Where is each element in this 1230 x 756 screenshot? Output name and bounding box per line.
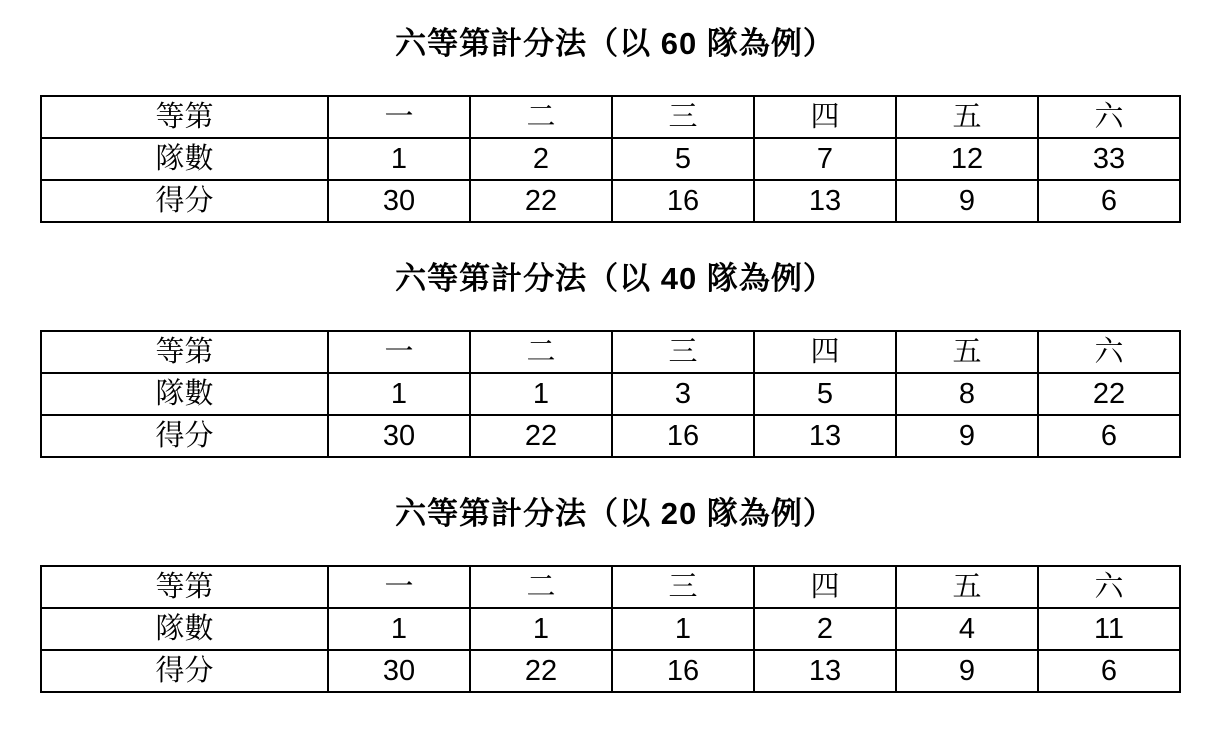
grade-header-cell: 四 (754, 96, 896, 138)
table-row (41, 650, 1180, 692)
table-row (41, 180, 1180, 222)
data-cell: 5 (612, 138, 754, 180)
data-cell: 16 (612, 415, 754, 457)
table-row (41, 331, 1180, 373)
row-label: 隊數 (41, 373, 328, 415)
table-row (41, 96, 1180, 138)
data-cell: 4 (896, 608, 1038, 650)
table-row (41, 415, 1180, 457)
data-cell: 11 (1038, 608, 1180, 650)
data-cell: 6 (1038, 180, 1180, 222)
grade-header-cell: 五 (896, 96, 1038, 138)
data-cell: 12 (896, 138, 1038, 180)
data-cell: 3 (612, 373, 754, 415)
table-title-60-teams: 六等第計分法（以 60 隊為例） (395, 26, 835, 61)
data-cell: 2 (470, 138, 612, 180)
data-cell: 6 (1038, 650, 1180, 692)
table-title-20-teams: 六等第計分法（以 20 隊為例） (395, 496, 835, 531)
data-cell: 16 (612, 650, 754, 692)
data-cell: 1 (328, 608, 470, 650)
data-cell: 1 (612, 608, 754, 650)
data-cell: 9 (896, 180, 1038, 222)
data-cell: 22 (470, 415, 612, 457)
grade-row-label: 等第 (41, 331, 328, 373)
grade-header-cell: 一 (328, 566, 470, 608)
data-cell: 1 (328, 138, 470, 180)
score-table-section-20-teams (0, 498, 1230, 693)
row-label: 隊數 (41, 608, 328, 650)
grade-header-cell: 六 (1038, 566, 1180, 608)
data-cell: 9 (896, 415, 1038, 457)
grade-header-cell: 六 (1038, 331, 1180, 373)
score-table-60-teams (40, 95, 1181, 223)
grade-header-cell: 三 (612, 96, 754, 138)
data-cell: 30 (328, 650, 470, 692)
grade-header-cell: 二 (470, 96, 612, 138)
grade-row-label: 等第 (41, 96, 328, 138)
score-table-section-60-teams (0, 28, 1230, 223)
data-cell: 13 (754, 650, 896, 692)
grade-header-cell: 五 (896, 566, 1038, 608)
data-cell: 8 (896, 373, 1038, 415)
data-cell: 2 (754, 608, 896, 650)
table-row (41, 608, 1180, 650)
grade-header-cell: 六 (1038, 96, 1180, 138)
data-cell: 1 (328, 373, 470, 415)
data-cell: 5 (754, 373, 896, 415)
data-cell: 1 (470, 373, 612, 415)
grade-header-cell: 四 (754, 566, 896, 608)
grade-header-cell: 二 (470, 566, 612, 608)
grade-row-label: 等第 (41, 566, 328, 608)
score-table-section-40-teams (0, 263, 1230, 458)
data-cell: 22 (470, 180, 612, 222)
data-cell: 13 (754, 415, 896, 457)
row-label: 得分 (41, 650, 328, 692)
data-cell: 33 (1038, 138, 1180, 180)
table-title-40-teams: 六等第計分法（以 40 隊為例） (395, 261, 835, 296)
table-row (41, 566, 1180, 608)
data-cell: 9 (896, 650, 1038, 692)
grade-header-cell: 一 (328, 331, 470, 373)
score-table-40-teams (40, 330, 1181, 458)
grade-header-cell: 三 (612, 331, 754, 373)
table-row (41, 138, 1180, 180)
row-label: 得分 (41, 180, 328, 222)
grade-header-cell: 三 (612, 566, 754, 608)
table-row (41, 373, 1180, 415)
data-cell: 7 (754, 138, 896, 180)
row-label: 得分 (41, 415, 328, 457)
document-body (0, 28, 1230, 756)
data-cell: 6 (1038, 415, 1180, 457)
score-table-20-teams (40, 565, 1181, 693)
data-cell: 30 (328, 180, 470, 222)
grade-header-cell: 一 (328, 96, 470, 138)
data-cell: 30 (328, 415, 470, 457)
row-label: 隊數 (41, 138, 328, 180)
data-cell: 16 (612, 180, 754, 222)
data-cell: 1 (470, 608, 612, 650)
grade-header-cell: 四 (754, 331, 896, 373)
data-cell: 22 (470, 650, 612, 692)
grade-header-cell: 五 (896, 331, 1038, 373)
grade-header-cell: 二 (470, 331, 612, 373)
data-cell: 22 (1038, 373, 1180, 415)
data-cell: 13 (754, 180, 896, 222)
